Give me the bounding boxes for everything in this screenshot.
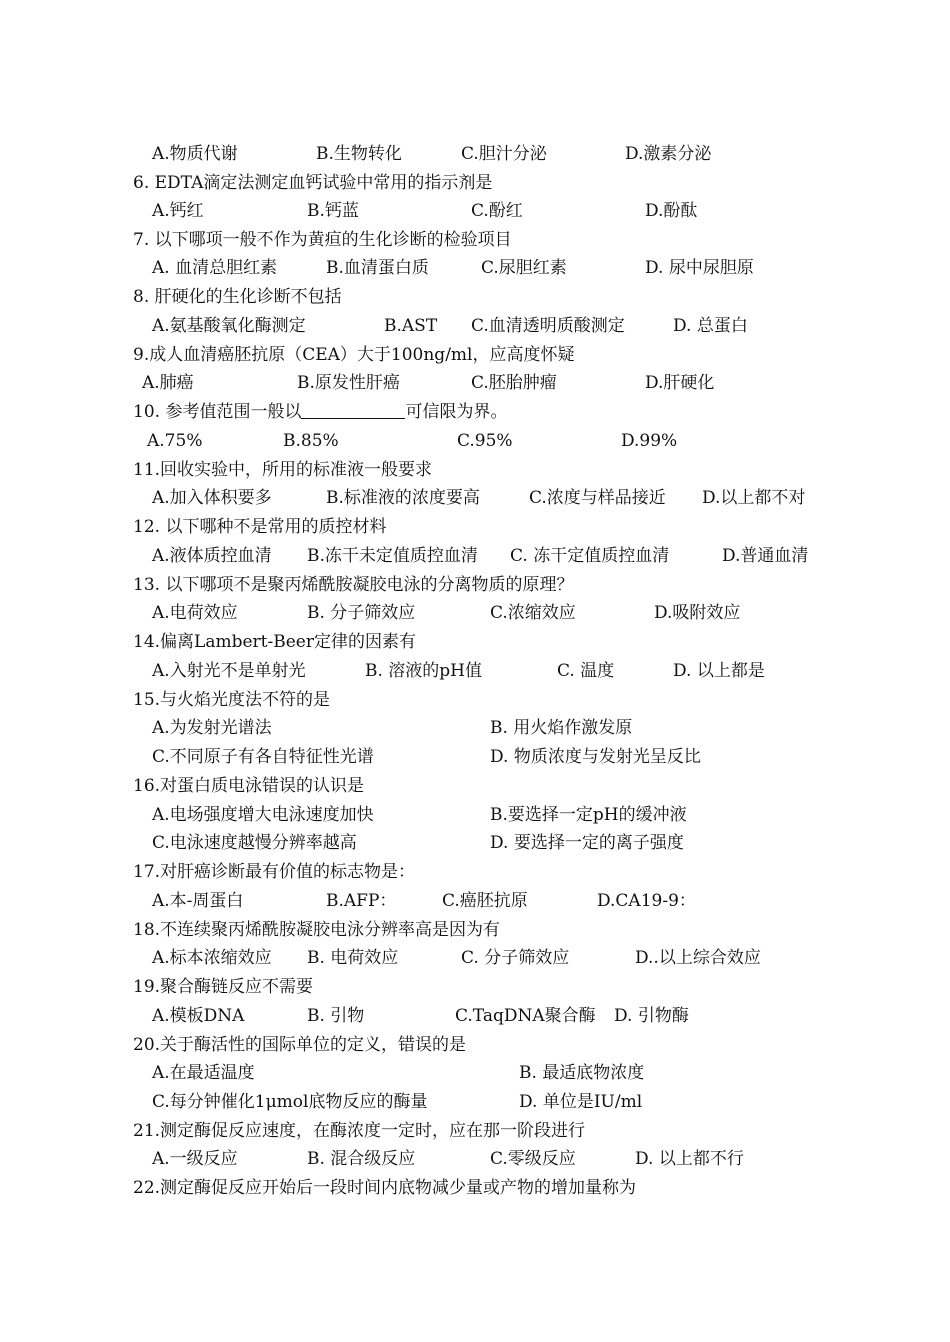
q5-option-b: B.生物转化 — [316, 144, 402, 164]
q12-stem: 12. 以下哪种不是常用的质控材料 — [133, 517, 387, 537]
q13-option-a: A.电荷效应 — [152, 603, 238, 623]
q13-option-c: C.浓缩效应 — [490, 603, 576, 623]
q14-option-c: C. 温度 — [557, 661, 615, 681]
q8-option-c: C.血清透明质酸测定 — [471, 316, 625, 336]
q19-option-c: C.TaqDNA聚合酶 — [455, 1006, 596, 1026]
q6-stem: 6. EDTA滴定法测定血钙试验中常用的指示剂是 — [133, 173, 493, 193]
q10-stem-end: 可信限为界。 — [405, 402, 508, 422]
q10-option-a: A.75% — [147, 431, 203, 451]
q16-option-c: C.电泳速度越慢分辨率越高 — [152, 833, 357, 853]
q13-option-b: B. 分子筛效应 — [307, 603, 416, 623]
q18-option-b: B. 电荷效应 — [307, 948, 399, 968]
q7-option-a: A. 血清总胆红素 — [152, 258, 278, 278]
q9-option-a: A.肺癌 — [142, 373, 194, 393]
q14-option-d: D. 以上都是 — [673, 661, 765, 681]
q21-option-d: D. 以上都不行 — [635, 1149, 744, 1169]
q16-option-a: A.电场强度增大电泳速度加快 — [152, 805, 374, 825]
q15-option-a: A.为发射光谱法 — [152, 718, 272, 738]
q6-option-d: D.酚酞 — [645, 201, 698, 221]
q8-stem: 8. 肝硬化的生化诊断不包括 — [133, 287, 342, 307]
q17-option-b: B.AFP： — [326, 891, 397, 911]
q12-option-b: B.冻干未定值质控血清 — [307, 546, 478, 566]
q16-option-b: B.要选择一定pH的缓冲液 — [490, 805, 687, 825]
q11-stem: 11.回收实验中，所用的标准液一般要求 — [133, 460, 433, 480]
q10-option-c: C.95% — [457, 431, 513, 451]
q21-stem: 21.测定酶促反应速度，在酶浓度一定时，应在那一阶段进行 — [133, 1121, 586, 1141]
q14-option-b: B. 溶液的pH值 — [365, 661, 483, 681]
q11-option-d: D.以上都不对 — [702, 488, 806, 508]
q18-stem: 18.不连续聚丙烯酰胺凝胶电泳分辨率高是因为有 — [133, 920, 501, 940]
q15-option-d: D. 物质浓度与发射光呈反比 — [490, 747, 701, 767]
q11-option-b: B.标准液的浓度要高 — [326, 488, 480, 508]
q15-option-b: B. 用火焰作激发原 — [490, 718, 633, 738]
q14-option-a: A.入射光不是单射光 — [152, 661, 306, 681]
q21-option-a: A.一级反应 — [152, 1149, 238, 1169]
q12-option-a: A.液体质控血清 — [152, 546, 272, 566]
q18-option-d: D..以上综合效应 — [635, 948, 761, 968]
q10-stem — [133, 398, 507, 426]
q16-stem: 16.对蛋白质电泳错误的认识是 — [133, 776, 365, 796]
q20-option-d: D. 单位是IU/ml — [519, 1092, 643, 1112]
q20-option-b: B. 最适底物浓度 — [519, 1063, 645, 1083]
q6-option-a: A.钙红 — [152, 201, 204, 221]
q13-stem: 13. 以下哪项不是聚丙烯酰胺凝胶电泳的分离物质的原理？ — [133, 575, 574, 595]
q7-option-c: C.尿胆红素 — [481, 258, 567, 278]
q7-option-b: B.血清蛋白质 — [326, 258, 429, 278]
q9-option-c: C.胚胎肿瘤 — [471, 373, 557, 393]
q21-option-b: B. 混合级反应 — [307, 1149, 416, 1169]
q12-option-c: C. 冻干定值质控血清 — [510, 546, 670, 566]
q9-option-d: D.肝硬化 — [645, 373, 715, 393]
q19-option-a: A.模板DNA — [152, 1006, 245, 1026]
q21-option-c: C.零级反应 — [490, 1149, 576, 1169]
q15-stem: 15.与火焰光度法不符的是 — [133, 690, 331, 710]
q7-option-d: D. 尿中尿胆原 — [645, 258, 754, 278]
q14-stem: 14.偏离Lambert-Beer定律的因素有 — [133, 632, 416, 652]
q19-option-b: B. 引物 — [307, 1006, 365, 1026]
q17-stem: 17.对肝癌诊断最有价值的标志物是： — [133, 862, 416, 882]
q20-option-c: C.每分钟催化1μmol底物反应的酶量 — [152, 1092, 428, 1112]
q10-fill-blank — [301, 400, 405, 419]
q5-option-d: D.激素分泌 — [625, 144, 712, 164]
q6-option-c: C.酚红 — [471, 201, 523, 221]
q10-stem-start: 10. 参考值范围一般以 — [133, 402, 302, 422]
q9-option-b: B.原发性肝癌 — [297, 373, 400, 393]
q5-option-c: C.胆汁分泌 — [461, 144, 547, 164]
q11-option-a: A.加入体积要多 — [152, 488, 272, 508]
q16-option-d: D. 要选择一定的离子强度 — [490, 833, 684, 853]
q8-option-d: D. 总蛋白 — [673, 316, 748, 336]
q6-option-b: B.钙蓝 — [307, 201, 359, 221]
q9-stem: 9.成人血清癌胚抗原（CEA）大于100ng/ml，应高度怀疑 — [133, 345, 575, 365]
q19-stem: 19.聚合酶链反应不需要 — [133, 977, 314, 997]
q17-option-a: A.本-周蛋白 — [152, 891, 244, 911]
q8-option-b: B.AST — [384, 316, 438, 336]
q10-option-b: B.85% — [283, 431, 339, 451]
q12-option-d: D.普通血清 — [722, 546, 809, 566]
q7-stem: 7. 以下哪项一般不作为黄疸的生化诊断的检验项目 — [133, 230, 512, 250]
q22-stem: 22.测定酶促反应开始后一段时间内底物减少量或产物的增加量称为 — [133, 1178, 637, 1198]
q10-option-d: D.99% — [621, 431, 678, 451]
q11-option-c: C.浓度与样品接近 — [529, 488, 666, 508]
q13-option-d: D.吸附效应 — [654, 603, 741, 623]
q15-option-c: C.不同原子有各自特征性光谱 — [152, 747, 374, 767]
q19-option-d: D. 引物酶 — [614, 1006, 689, 1026]
q20-option-a: A.在最适温度 — [152, 1063, 255, 1083]
q8-option-a: A.氨基酸氧化酶测定 — [152, 316, 306, 336]
q18-option-c: C. 分子筛效应 — [461, 948, 570, 968]
q20-stem: 20.关于酶活性的国际单位的定义，错误的是 — [133, 1035, 467, 1055]
q17-option-c: C.癌胚抗原 — [442, 891, 528, 911]
q5-option-a: A.物质代谢 — [152, 144, 238, 164]
q17-option-d: D.CA19-9： — [597, 891, 696, 911]
q18-option-a: A.标本浓缩效应 — [152, 948, 272, 968]
